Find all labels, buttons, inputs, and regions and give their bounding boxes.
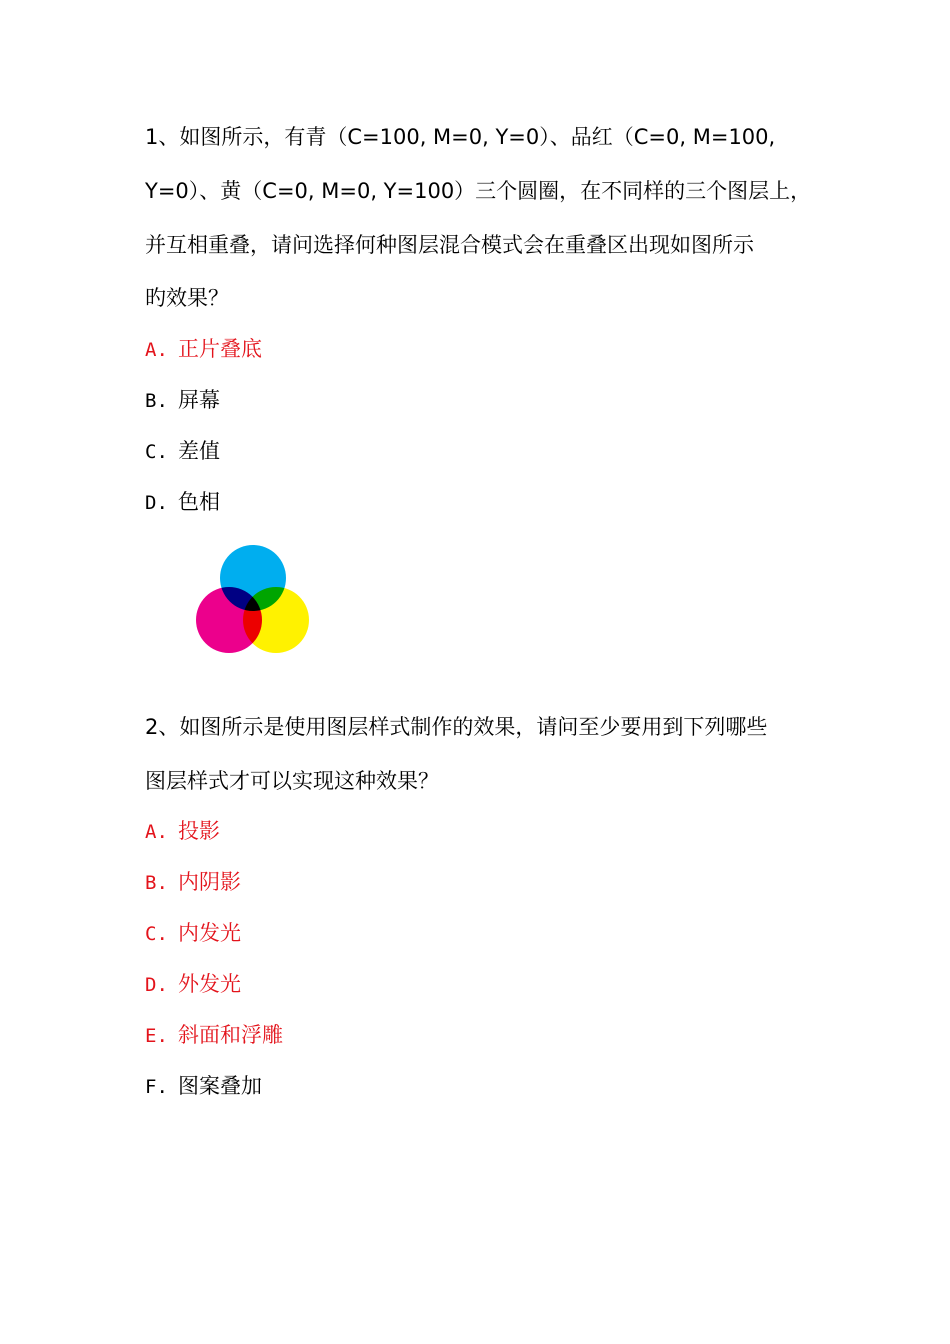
q2-option-d xyxy=(145,971,241,998)
option-letter: A. xyxy=(145,821,168,843)
q1-option-d xyxy=(145,489,220,516)
option-text: 内阴影 xyxy=(178,870,241,894)
option-letter: B. xyxy=(145,872,168,894)
option-text: 斜面和浮雕 xyxy=(178,1023,283,1047)
option-letter: D. xyxy=(145,974,168,996)
option-letter: E. xyxy=(145,1025,168,1047)
option-text: 色相 xyxy=(178,490,220,514)
q1-text-line-1: 1、如图所示，有青（C=100, M=0, Y=0）、品红（C=0, M=100, xyxy=(145,125,776,149)
q2-option-b xyxy=(145,869,241,896)
q1-option-a xyxy=(145,336,262,363)
q2-option-e xyxy=(145,1022,283,1049)
option-text: 投影 xyxy=(178,819,220,843)
q2-option-f xyxy=(145,1073,262,1100)
option-letter: C. xyxy=(145,923,168,945)
option-text: 外发光 xyxy=(178,972,241,996)
q2-option-c xyxy=(145,920,241,947)
q2-text-line-2: 图层样式才可以实现这种效果？ xyxy=(145,769,439,793)
q1-option-c xyxy=(145,438,220,465)
option-text: 正片叠底 xyxy=(178,337,262,361)
option-letter: B. xyxy=(145,390,168,412)
yellow-circle xyxy=(243,587,309,653)
q1-text-line-4: 旳效果？ xyxy=(145,286,229,310)
option-letter: F. xyxy=(145,1076,168,1098)
option-text: 图案叠加 xyxy=(178,1074,262,1098)
option-letter: A. xyxy=(145,339,168,361)
option-text: 屏幕 xyxy=(178,388,220,412)
option-text: 内发光 xyxy=(178,921,241,945)
option-letter: C. xyxy=(145,441,168,463)
option-letter: D. xyxy=(145,492,168,514)
q2-option-a xyxy=(145,818,220,845)
cmy-overlap-circles-icon xyxy=(190,540,315,658)
q1-option-b xyxy=(145,387,220,414)
option-text: 差值 xyxy=(178,439,220,463)
q2-text-line-1: 2、如图所示是使用图层样式制作的效果，请问至少要用到下列哪些 xyxy=(145,715,768,739)
q1-text-line-3: 并互相重叠，请问选择何种图层混合模式会在重叠区出现如图所示 xyxy=(145,233,754,257)
q1-text-line-2: Y=0）、黄（C=0, M=0, Y=100）三个圆圈，在不同样的三个图层上， xyxy=(145,179,812,203)
